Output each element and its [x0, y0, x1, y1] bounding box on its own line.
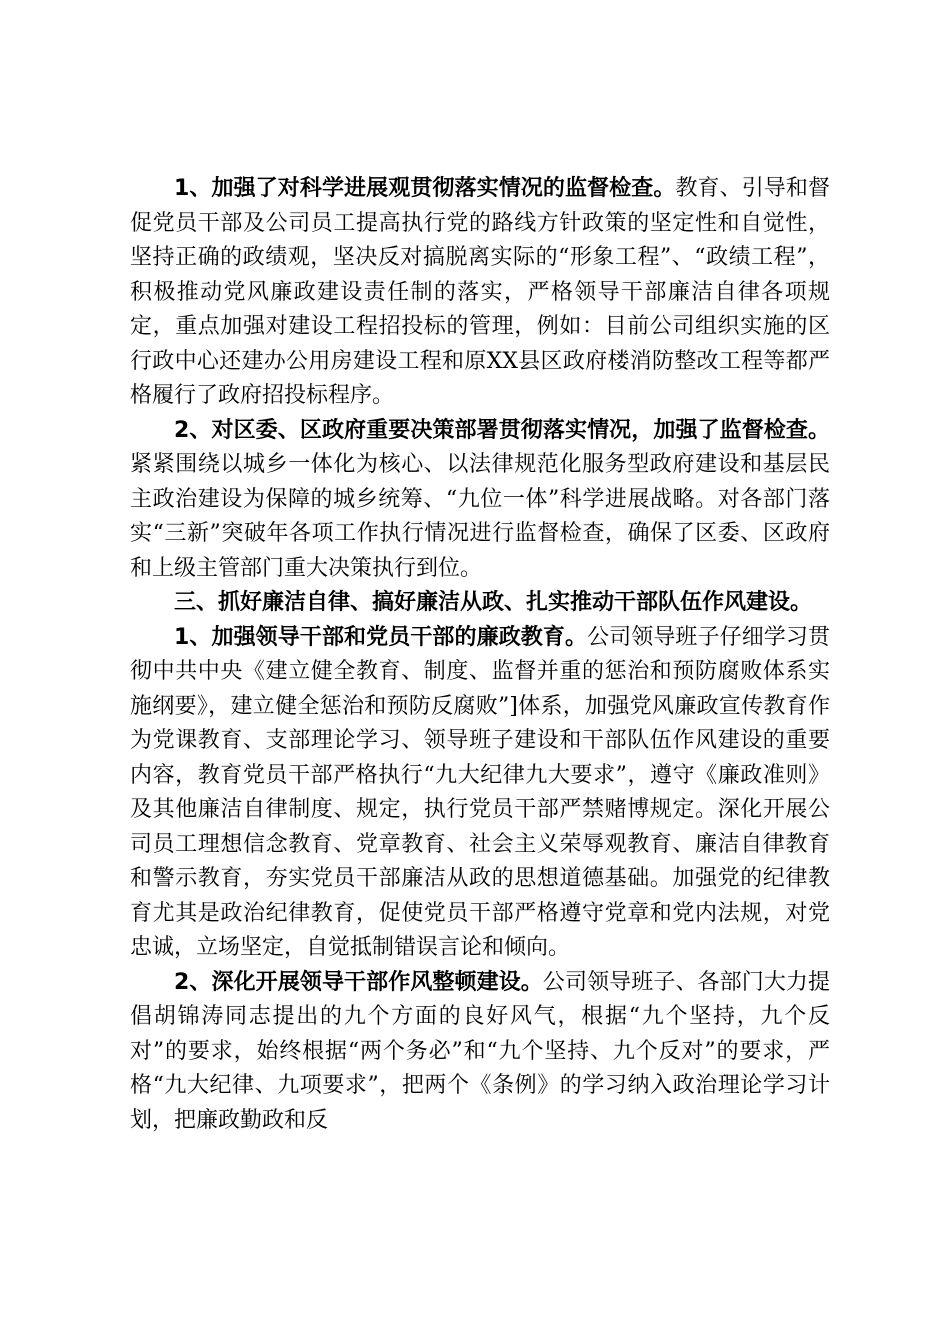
section-3-heading: 三、抓好廉洁自律、搞好廉洁从政、扎实推动干部队伍作风建设。 — [174, 590, 813, 615]
paragraph-4-text: 公司领导班子仔细学习贯彻中共中央《建立健全教育、制度、监督并重的惩治和预防腐败体系实施纲要》，建立健全惩治和预防反腐败”]体系，加强党风廉政宣传教育作为党课教育、支部理论学习、领导班子建设和干部队伍作风建设的重要内容，教育党员干部严格执行“九大纪律九大要求”，遵守《廉政准则》及其他廉洁自律制度、规定，执行党员干部严禁赌博规定。深化开展公司员工理想信念教育、党章教育、社会主义荣辱观教育、廉洁自律教育和警示教育，夯实党员干部廉洁从政的思想道德基础。加强党的纪律教育尤其是政治纪律教育，促使党员干部严格遵守党章和党内法规，对党忠诚，立场坚定，自觉抵制错误言论和倾向。 — [130, 624, 830, 960]
paragraph-1-text: 教育、引导和督促党员干部及公司员工提高执行党的路线方针政策的坚定性和自觉性，坚持正确的政绩观，坚决反对搞脱离实际的“形象工程”、“政绩工程”，积极推动党风廉政建设责任制的落实，严格领导干部廉洁自律各项规定，重点加强对建设工程招投标的管理，例如：目前公司组织实施的区行政中心还建办公用房建设工程和原XX县区政府楼消防整改工程等都严格履行了政府招投标程序。 — [130, 176, 830, 408]
document-body — [130, 172, 830, 1138]
paragraph-2-text: 紧紧围绕以城乡一体化为核心、以法律规范化服务型政府建设和基层民主政治建设为保障的城乡统筹、“九位一体”科学进展战略。对各部门落实“三新”突破年各项工作执行情况进行监督检查，确保了区委、区政府和上级主管部门重大决策执行到位。 — [130, 452, 830, 581]
paragraph-1 — [130, 172, 830, 414]
section-heading-3 — [130, 586, 830, 621]
paragraph-4 — [130, 621, 830, 966]
paragraph-5-text: 公司领导班子、各部门大力提倡胡锦涛同志提出的九个方面的良好风气，根据“九个坚持，九个反对”的要求，始终根据“两个务必”和“九个坚持、九个反对”的要求，严格“九大纪律、九项要求”，把两个《条例》的学习纳入政治理论学习计划，把廉政勤政和反 — [130, 969, 830, 1133]
paragraph-2 — [130, 414, 830, 587]
paragraph-2-heading: 2、对区委、区政府重要决策部署贯彻落实情况，加强了监督检查。 — [174, 417, 830, 443]
paragraph-4-heading: 1、加强领导干部和党员干部的廉政教育。 — [174, 624, 588, 650]
paragraph-1-heading: 1、加强了对科学进展观贯彻落实情况的监督检查。 — [174, 176, 676, 201]
paragraph-5 — [130, 966, 830, 1139]
paragraph-5-heading: 2、深化开展领导干部作风整顿建设。 — [174, 969, 543, 995]
